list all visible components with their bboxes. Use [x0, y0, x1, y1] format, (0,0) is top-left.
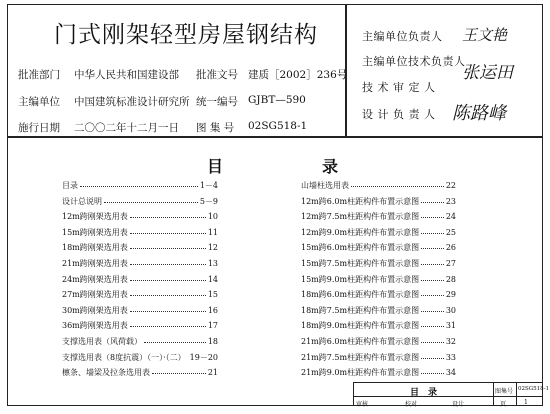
toc-leader-dots — [421, 264, 444, 265]
toc-entry — [62, 180, 218, 192]
toc-leader-dots — [421, 295, 444, 296]
toc-leader-dots — [130, 233, 206, 234]
toc-entry-page: 26 — [445, 243, 456, 253]
toc-entry-page: 12 — [207, 243, 218, 253]
title-block-atlas-label: 图集号 — [495, 388, 514, 395]
toc-entry-title: 12m跨刚架选用表 — [62, 212, 128, 222]
effective-date-label: 施行日期 — [18, 122, 60, 134]
toc-entry-page: 10 — [207, 212, 218, 222]
toc-entry-page: 14 — [207, 274, 218, 284]
approval-dept-label: 批准部门 — [18, 69, 60, 81]
toc-entry-page: 22 — [445, 181, 456, 190]
toc-leader-dots — [351, 186, 444, 187]
toc-entry — [62, 305, 218, 317]
atlas-no: 02SG518-1 — [248, 120, 308, 132]
resp-label-designer: 设 计 负 责 人 — [362, 108, 436, 121]
toc-leader-dots — [130, 280, 206, 281]
toc-entry-page: 33 — [445, 352, 456, 362]
toc-entry — [301, 289, 456, 301]
toc-leader-dots — [80, 186, 198, 187]
toc-entry — [301, 320, 456, 332]
title-block-page-label: 页 — [500, 401, 507, 408]
toc-leader-dots — [104, 202, 198, 203]
toc-entry-page: 15 — [207, 290, 218, 300]
approval-dept: 中华人民共和国建设部 — [74, 69, 179, 81]
toc-entry-title: 21m跨9.0m柱距构件布置示意图 — [301, 368, 420, 378]
toc-leader-dots — [421, 373, 444, 374]
toc-entry-title: 15m跨6.0m柱距构件布置示意图 — [301, 243, 420, 253]
approval-no-label: 批准文号 — [196, 69, 238, 81]
toc-entry-page: 1－4 — [199, 181, 218, 190]
toc-entry — [62, 367, 218, 379]
toc-entry-page: 32 — [445, 337, 456, 346]
toc-entry-page: 30 — [445, 305, 456, 315]
toc-entry-title: 18m跨7.5m柱距构件布置示意图 — [301, 305, 420, 315]
toc-leader-dots — [421, 280, 444, 281]
toc-entry-title: 36m跨刚架选用表 — [62, 321, 128, 331]
toc-entry-page: 17 — [207, 321, 218, 331]
toc-entry-title: 15m跨刚架选用表 — [62, 227, 128, 237]
toc-entry-page: 24 — [445, 212, 456, 222]
toc-entry-title: 山墙柱选用表 — [301, 181, 349, 190]
effective-date: 二〇〇二年十二月一日 — [74, 122, 179, 134]
toc-entry-title: 设计总说明 — [62, 196, 102, 206]
toc-entry-title: 檩条、墙梁及拉条选用表 — [62, 368, 150, 378]
toc-leader-dots — [421, 342, 444, 343]
toc-entry-title: 21m跨7.5m柱距构件布置示意图 — [301, 352, 420, 362]
toc-leader-dots — [130, 248, 206, 249]
toc-entry-page: 18 — [207, 337, 218, 346]
signature-designer: 陈路峰 — [452, 103, 506, 124]
toc-leader-dots — [130, 326, 206, 327]
toc-entry — [301, 227, 456, 239]
toc-entry-title: 12m跨7.5m柱距构件布置示意图 — [301, 212, 420, 222]
toc-entry — [301, 367, 456, 379]
toc-entry-title: 18m跨9.0m柱距构件布置示意图 — [301, 321, 420, 331]
toc-entry-page: 31 — [445, 321, 456, 331]
toc-entry — [301, 336, 456, 348]
toc-entry-page: 28 — [445, 274, 456, 284]
toc-entry — [62, 352, 218, 364]
toc-entry — [301, 242, 456, 254]
toc-leader-dots — [421, 217, 444, 218]
title-block-atlas-no: 02SG518-1 — [518, 386, 550, 392]
toc-entry-title: 12m跨9.0m柱距构件布置示意图 — [301, 227, 420, 237]
toc-entry-title: 21m跨6.0m柱距构件布置示意图 — [301, 337, 420, 346]
title-block-top — [353, 382, 543, 383]
toc-leader-dots — [130, 295, 206, 296]
chief-unit-label: 主编单位 — [18, 96, 60, 108]
toc-entry — [62, 274, 218, 286]
resp-label-tech: 主编单位技术负责人 — [362, 55, 466, 68]
toc-entry — [62, 242, 218, 254]
toc-leader-dots — [152, 373, 206, 374]
toc-leader-dots — [130, 217, 206, 218]
toc-entry-page: 27 — [445, 259, 456, 268]
toc-leader-dots — [130, 311, 206, 312]
toc-leader-dots — [144, 342, 206, 343]
toc-entry — [62, 196, 218, 208]
toc-heading-right: 录 — [322, 157, 339, 176]
header-divider — [7, 136, 543, 138]
title-block-design-label: 设计 — [452, 401, 465, 408]
signature-tech: 张运田 — [462, 63, 513, 83]
title-block-name: 目 录 — [410, 388, 438, 398]
toc-entry-page: 16 — [207, 305, 218, 315]
toc-entry — [301, 352, 456, 364]
toc-leader-dots — [421, 311, 444, 312]
toc-entry — [62, 320, 218, 332]
toc-entry — [62, 336, 218, 348]
chief-unit: 中国建筑标准设计研究所 — [74, 96, 190, 108]
toc-entry-page: 34 — [445, 368, 456, 378]
toc-leader-dots — [421, 248, 444, 249]
title-block-check-label: 校对 — [405, 401, 418, 408]
unified-no: GJBT—590 — [248, 94, 306, 106]
toc-entry-page: 23 — [445, 196, 456, 206]
toc-entry-title: 27m跨刚架选用表 — [62, 290, 128, 300]
toc-entry — [301, 211, 456, 223]
toc-entry — [301, 258, 456, 270]
toc-entry-page: 19－20 — [189, 352, 218, 362]
toc-entry-title: 15m跨9.0m柱距构件布置示意图 — [301, 274, 420, 284]
atlas-no-label: 图 集 号 — [196, 122, 235, 134]
signature-chief: 王文艳 — [462, 26, 508, 44]
resp-label-chief: 主编单位负责人 — [362, 30, 443, 43]
title-block-left — [353, 382, 354, 406]
toc-entry-title: 15m跨7.5m柱距构件布置示意图 — [301, 259, 420, 268]
toc-leader-dots — [421, 326, 444, 327]
toc-entry-page: 25 — [445, 227, 456, 237]
toc-entry-title: 支撑选用表（8度抗震）（一）·（二） — [62, 352, 186, 362]
toc-leader-dots — [421, 233, 444, 234]
toc-entry-page: 29 — [445, 290, 456, 300]
toc-entry-title: 18m跨6.0m柱距构件布置示意图 — [301, 290, 420, 300]
unified-no-label: 统一编号 — [196, 96, 238, 108]
toc-entry-page: 21 — [207, 368, 218, 378]
toc-entry — [62, 289, 218, 301]
approval-no: 建质［2002］236号 — [248, 69, 348, 81]
toc-entry — [62, 258, 218, 270]
toc-leader-dots — [421, 202, 444, 203]
toc-entry — [301, 305, 456, 317]
toc-heading-left: 目 — [207, 157, 224, 176]
resp-label-reviewer: 技 术 审 定 人 — [362, 81, 436, 94]
toc-entry — [301, 274, 456, 286]
toc-entry-title: 30m跨刚架选用表 — [62, 305, 128, 315]
toc-entry-page: 13 — [207, 259, 218, 268]
toc-entry — [301, 196, 456, 208]
toc-entry — [62, 211, 218, 223]
toc-entry — [301, 180, 456, 192]
toc-entry-title: 目录 — [62, 181, 78, 190]
page-title: 门式刚架轻型房屋钢结构 — [54, 22, 318, 48]
toc-entry-title: 24m跨刚架选用表 — [62, 274, 128, 284]
toc-entry — [62, 227, 218, 239]
title-block-page-no: 1 — [524, 399, 528, 406]
toc-entry-title: 21m跨刚架选用表 — [62, 259, 128, 268]
toc-leader-dots — [130, 264, 206, 265]
toc-leader-dots — [421, 358, 444, 359]
toc-entry-page: 5－9 — [199, 196, 218, 206]
toc-entry-title: 12m跨6.0m柱距构件布置示意图 — [301, 196, 420, 206]
title-block-divider-2 — [516, 382, 517, 406]
title-block-divider — [493, 382, 494, 406]
toc-entry-page: 11 — [207, 227, 218, 237]
toc-entry-title: 支撑选用表（风荷载） — [62, 337, 142, 346]
title-block-review-label: 审核 — [356, 401, 369, 408]
title-block-mid — [353, 396, 543, 397]
toc-entry-title: 18m跨刚架选用表 — [62, 243, 128, 253]
